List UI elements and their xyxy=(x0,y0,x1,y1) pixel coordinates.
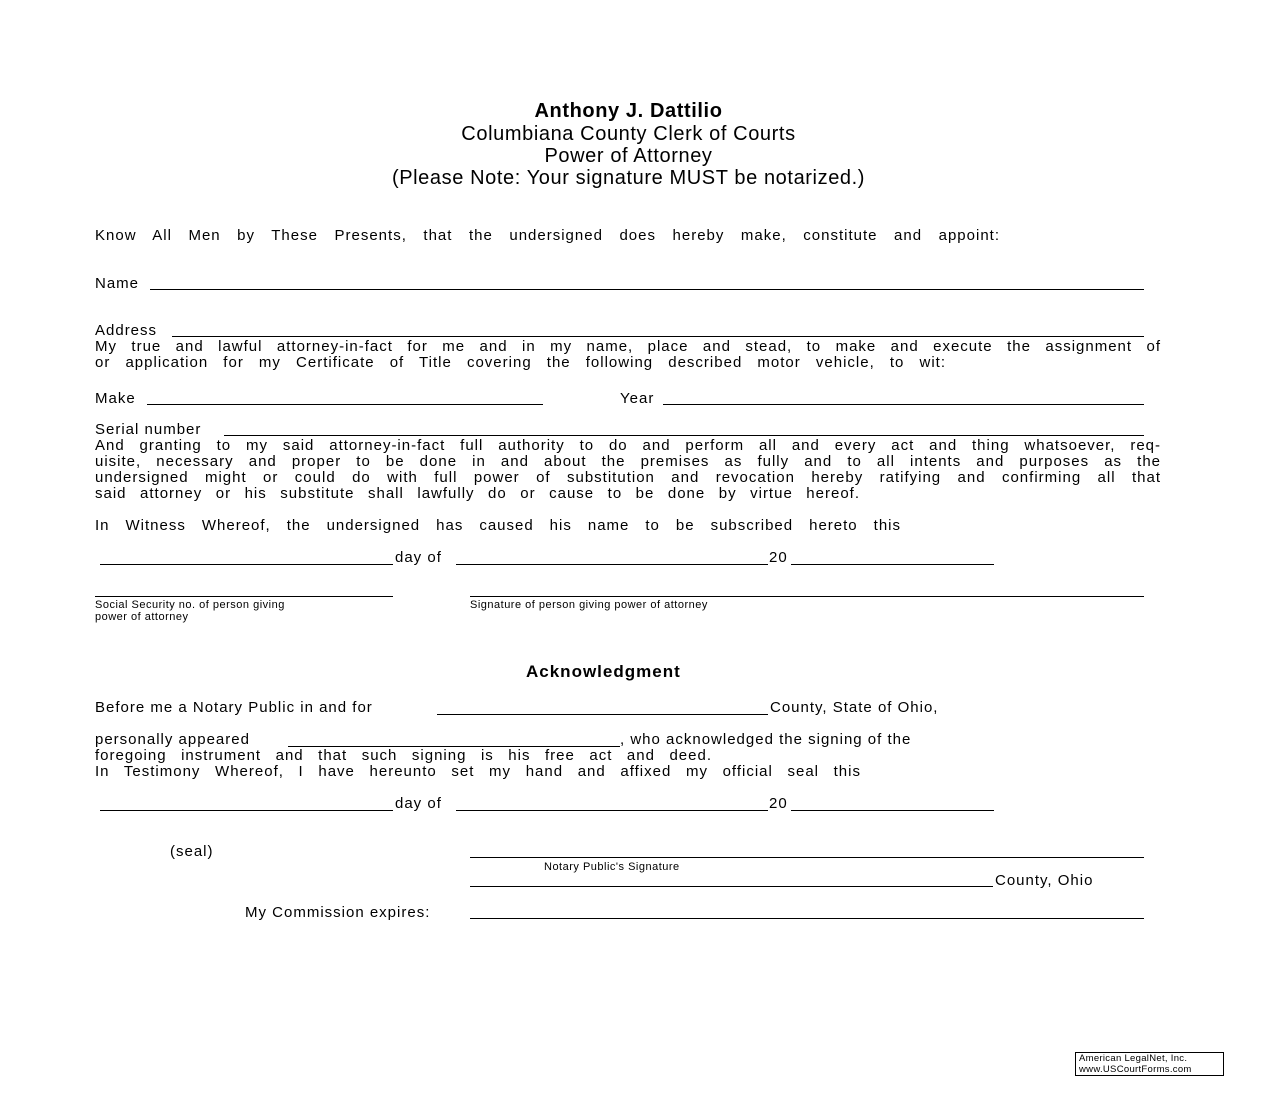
year-label: Year xyxy=(620,390,655,407)
who-ack-text: , who acknowledged the signing of the xyxy=(620,731,912,748)
ssn-field[interactable] xyxy=(95,596,393,597)
ack-day-field[interactable] xyxy=(100,810,393,811)
para1-line: My true and lawful attorney-in-fact for me and in my name, place and stead, to make and execute the assignment of xyxy=(95,338,1161,355)
ssn-caption: Social Security no. of person giving xyxy=(95,599,285,611)
ack-year-field[interactable] xyxy=(791,810,994,811)
notary-county-ohio-field[interactable] xyxy=(470,886,993,887)
para2-line: And granting to my said attorney-in-fact full authority to do and perform all and every act and thing whatsoever, req- xyxy=(95,437,1161,454)
signature-field[interactable] xyxy=(470,596,1144,597)
publisher-name: American LegalNet, Inc. xyxy=(1079,1053,1188,1064)
publisher-url: www.USCourtForms.com xyxy=(1079,1064,1192,1075)
witness-day-field[interactable] xyxy=(100,564,393,565)
header-office: Columbiana County Clerk of Courts xyxy=(461,123,796,145)
day-of-label: day of xyxy=(395,549,442,566)
commission-field[interactable] xyxy=(470,918,1144,919)
day-of-label: day of xyxy=(395,795,442,812)
commission-label: My Commission expires: xyxy=(245,904,431,921)
ack-month-field[interactable] xyxy=(456,810,768,811)
para2-line: said attorney or his substitute shall lawfully do or cause to be done by virtue hereof. xyxy=(95,485,860,502)
make-field[interactable] xyxy=(147,404,543,405)
foregoing-text: foregoing instrument and that such signing is his free act and deed. xyxy=(95,747,712,764)
serial-label: Serial number xyxy=(95,421,202,438)
para2-line: undersigned might or could do with full power of substitution and revocation hereby ratifying and confirming all that xyxy=(95,469,1161,486)
acknowledgment-title: Acknowledgment xyxy=(526,662,681,681)
county-state-text: County, State of Ohio, xyxy=(770,699,939,716)
notary-county-field[interactable] xyxy=(437,714,768,715)
ssn-caption: power of attorney xyxy=(95,611,189,623)
personally-appeared-text: personally appeared xyxy=(95,731,250,748)
signature-caption: Signature of person giving power of attorney xyxy=(470,599,708,611)
notarize-note: (Please Note: Your signature MUST be notarized.) xyxy=(391,167,866,189)
para1-line: or application for my Certificate of Title covering the following described motor vehicle, to wit: xyxy=(95,354,946,371)
name-label: Name xyxy=(95,275,140,292)
year-prefix: 20 xyxy=(769,549,788,566)
serial-field[interactable] xyxy=(224,435,1144,436)
address-label: Address xyxy=(95,322,158,339)
notary-caption: Notary Public's Signature xyxy=(544,861,680,873)
name-field[interactable] xyxy=(150,289,1144,290)
intro-text: Know All Men by These Presents, that the undersigned does hereby make, constitute and appoint: xyxy=(95,227,1000,244)
before-me-text: Before me a Notary Public in and for xyxy=(95,699,373,716)
form-title: Power of Attorney xyxy=(544,145,713,167)
para2-line: uisite, necessary and proper to be done in and about the premises as fully and to all intents and purposes as the xyxy=(95,453,1161,470)
witness-year-field[interactable] xyxy=(791,564,994,565)
county-ohio-text: County, Ohio xyxy=(995,872,1094,889)
header-name: Anthony J. Dattilio xyxy=(534,100,723,122)
notary-signature-field[interactable] xyxy=(470,857,1144,858)
publisher-stamp xyxy=(1075,1052,1224,1076)
year-field[interactable] xyxy=(663,404,1144,405)
witness-text: In Witness Whereof, the undersigned has caused his name to be subscribed hereto this xyxy=(95,517,901,534)
address-field[interactable] xyxy=(172,336,1144,337)
year-prefix: 20 xyxy=(769,795,788,812)
witness-month-field[interactable] xyxy=(456,564,768,565)
seal-label: (seal) xyxy=(170,843,214,860)
make-label: Make xyxy=(95,390,136,407)
testimony-text: In Testimony Whereof, I have hereunto set my hand and affixed my official seal this xyxy=(95,763,861,780)
